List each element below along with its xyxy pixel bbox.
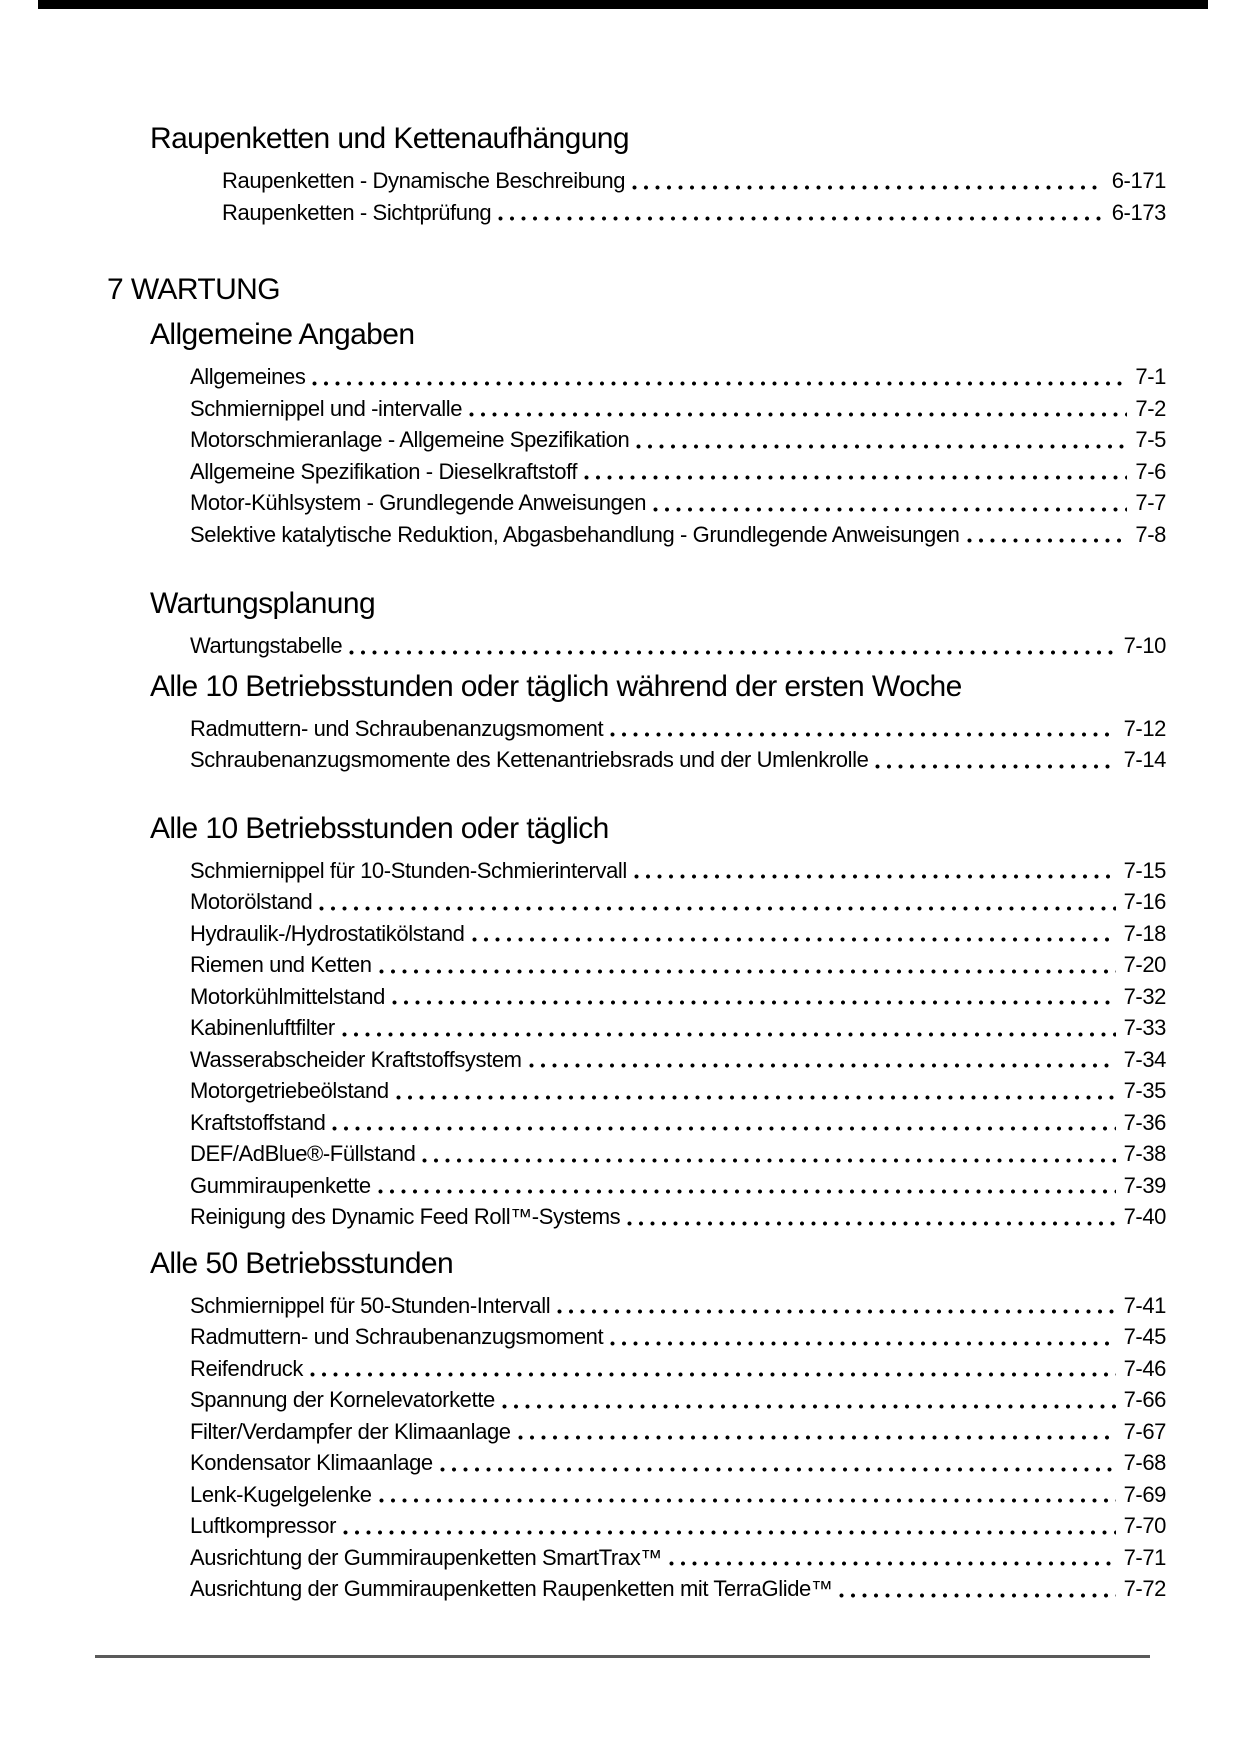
toc-section [0, 317, 1241, 550]
toc-entry-page-number: 7-8 [1135, 521, 1166, 547]
dot-leader [341, 1012, 1116, 1044]
toc-entry-page-number: 7-66 [1123, 1387, 1166, 1412]
toc-entry-title: Gummiraupenkette [190, 1172, 371, 1198]
dot-leader [421, 1138, 1115, 1170]
dot-leader [631, 165, 1104, 197]
toc-entry-list [222, 165, 1166, 228]
toc-entry-page-number: 7-6 [1135, 458, 1166, 484]
toc-section [0, 586, 1241, 662]
dot-leader [309, 1353, 1116, 1385]
toc-entry [190, 456, 1166, 488]
toc-entry-title: Allgemeines [190, 364, 306, 389]
toc-entry-page-number: 7-38 [1123, 1141, 1166, 1166]
toc-entry [190, 1075, 1166, 1107]
dot-leader [497, 197, 1103, 229]
dot-leader [652, 487, 1127, 519]
toc-entry-page-number: 7-10 [1123, 633, 1166, 658]
toc-entry-page-number: 7-15 [1123, 857, 1166, 883]
toc-entry-page-number: 7-36 [1123, 1109, 1166, 1135]
toc-entry [190, 886, 1166, 918]
toc-entry-title: Riemen und Ketten [190, 952, 372, 977]
toc-entry-title: Kabinenluftfilter [190, 1015, 335, 1040]
toc-entry-title: Wasserabscheider Kraftstoffsystem [190, 1046, 522, 1072]
dot-leader [626, 1201, 1115, 1233]
toc-entry-title: Wartungstabelle [190, 633, 343, 658]
toc-entry-page-number: 7-70 [1123, 1513, 1166, 1538]
toc-entry [190, 1012, 1166, 1044]
section-title: Alle 10 Betriebsstunden oder täglich [150, 811, 609, 845]
toc-entry-title: Allgemeine Spezifikation - Dieselkraftstoff [190, 458, 578, 484]
toc-entry [190, 1353, 1166, 1385]
dot-leader [391, 981, 1116, 1013]
dot-leader [501, 1384, 1116, 1416]
toc-entry-title: Selektive katalytische Reduktion, Abgasbehandlung - Grundlegende Anweisungen [190, 521, 960, 547]
toc-entry-page-number: 7-39 [1123, 1172, 1166, 1198]
toc-entry-page-number: 7-20 [1123, 952, 1166, 977]
toc-entry-list [190, 855, 1166, 1233]
dot-leader [635, 424, 1127, 456]
toc-entry-page-number: 7-14 [1123, 747, 1166, 772]
toc-entry [190, 487, 1166, 519]
toc-entry-page-number: 7-41 [1123, 1292, 1166, 1318]
dot-leader [583, 456, 1127, 488]
dot-leader [331, 1107, 1115, 1139]
dot-leader [471, 918, 1116, 950]
dot-leader [517, 1416, 1116, 1448]
toc-entry-title: Hydraulik-/Hydrostatikölstand [190, 920, 465, 946]
toc-entry-page-number: 7-7 [1135, 490, 1166, 515]
dot-leader [838, 1573, 1115, 1605]
toc-entry-title: Schmiernippel für 50-Stunden-Intervall [190, 1292, 551, 1318]
dot-leader [378, 1479, 1116, 1511]
toc-entry-title: DEF/AdBlue®-Füllstand [190, 1141, 416, 1166]
toc-entry-title: Reinigung des Dynamic Feed Roll™-Systems [190, 1204, 621, 1229]
toc-entry-title: Motorschmieranlage - Allgemeine Spezifikation [190, 427, 630, 452]
toc-entry-page-number: 6-173 [1111, 199, 1166, 225]
toc-entry-page-number: 7-67 [1123, 1418, 1166, 1444]
dot-leader [609, 713, 1115, 745]
toc-entry [190, 1447, 1166, 1479]
toc-entry [190, 1416, 1166, 1448]
toc-entry [190, 713, 1166, 745]
toc-entry-title: Motor-Kühlsystem - Grundlegende Anweisungen [190, 490, 647, 515]
dot-leader [556, 1290, 1115, 1322]
toc-entry-title: Kraftstoffstand [190, 1109, 326, 1135]
toc-entry [222, 165, 1166, 197]
toc-entry-page-number: 7-45 [1123, 1324, 1166, 1349]
toc-entry-title: Filter/Verdampfer der Klimaanlage [190, 1418, 511, 1444]
toc-entry [190, 1170, 1166, 1202]
dot-leader [609, 1321, 1115, 1353]
toc-entry [190, 1479, 1166, 1511]
toc-entry [190, 1542, 1166, 1574]
toc-entry [190, 1044, 1166, 1076]
toc-entry [190, 918, 1166, 950]
toc-entry-page-number: 7-12 [1123, 715, 1166, 741]
toc-section [0, 1246, 1241, 1605]
toc-entry-page-number: 6-171 [1111, 168, 1166, 193]
chapter-title: 7 WARTUNG [107, 273, 280, 306]
toc-entry [190, 981, 1166, 1013]
toc-entry-title: Schmiernippel für 10-Stunden-Schmierintervall [190, 857, 627, 883]
dot-leader [378, 949, 1116, 981]
section-title: Alle 10 Betriebsstunden oder täglich während der ersten Woche [150, 669, 962, 703]
dot-leader [668, 1542, 1116, 1574]
toc-section [0, 811, 1241, 1233]
toc-entry-list [190, 630, 1166, 662]
dot-leader [468, 393, 1127, 425]
toc-entry [190, 1321, 1166, 1353]
dot-leader [874, 744, 1115, 776]
toc-entry [190, 949, 1166, 981]
toc-entry [190, 1573, 1166, 1605]
toc-entry-page-number: 7-33 [1123, 1015, 1166, 1040]
toc-entry-title: Schraubenanzugsmomente des Kettenantriebsrads und der Umlenkrolle [190, 747, 869, 772]
toc-section [0, 121, 1241, 228]
toc-entry [190, 744, 1166, 776]
toc-entry-page-number: 7-46 [1123, 1355, 1166, 1381]
toc-entry-page-number: 7-16 [1123, 889, 1166, 914]
dot-leader [439, 1447, 1116, 1479]
toc-entry-page-number: 7-69 [1123, 1481, 1166, 1507]
toc-entry [190, 630, 1166, 662]
toc-entry-page-number: 7-5 [1135, 427, 1166, 452]
toc-entry-page-number: 7-35 [1123, 1078, 1166, 1103]
toc-entry [190, 1138, 1166, 1170]
dot-leader [342, 1510, 1116, 1542]
toc-entry-title: Raupenketten - Sichtprüfung [222, 199, 492, 225]
page-bottom-rule [95, 1655, 1150, 1658]
toc-entry [190, 1201, 1166, 1233]
toc-entry-title: Radmuttern- und Schraubenanzugsmoment [190, 715, 604, 741]
toc-entry-title: Motorgetriebeölstand [190, 1078, 389, 1103]
toc-entry-page-number: 7-32 [1123, 983, 1166, 1009]
toc-entry-title: Lenk-Kugelgelenke [190, 1481, 372, 1507]
toc-entry [190, 1107, 1166, 1139]
toc-entry-title: Motorölstand [190, 889, 313, 914]
toc-entry [190, 393, 1166, 425]
toc-entry-page-number: 7-71 [1123, 1544, 1166, 1570]
toc-entry-page-number: 7-40 [1123, 1204, 1166, 1229]
dot-leader [377, 1170, 1116, 1202]
toc-entry [190, 361, 1166, 393]
toc-entry-title: Ausrichtung der Gummiraupenketten SmartTrax™ [190, 1544, 662, 1570]
toc-entry-title: Reifendruck [190, 1355, 303, 1381]
toc-entry-title: Ausrichtung der Gummiraupenketten Raupenketten mit TerraGlide™ [190, 1576, 833, 1601]
dot-leader [395, 1075, 1116, 1107]
dot-leader [348, 630, 1115, 662]
toc-entry-title: Kondensator Klimaanlage [190, 1450, 433, 1475]
dot-leader [966, 519, 1128, 551]
toc-entry [190, 519, 1166, 551]
toc-entry-title: Motorkühlmittelstand [190, 983, 385, 1009]
toc-entry-title: Luftkompressor [190, 1513, 337, 1538]
dot-leader [318, 886, 1115, 918]
toc-entry [190, 1290, 1166, 1322]
dot-leader [633, 855, 1116, 887]
toc-section [0, 669, 1241, 776]
toc-entry-page-number: 7-68 [1123, 1450, 1166, 1475]
toc-entry [190, 1510, 1166, 1542]
toc-entry-title: Schmiernippel und -intervalle [190, 395, 463, 421]
toc-entry-list [190, 361, 1166, 550]
dot-leader [528, 1044, 1116, 1076]
toc-entry-page-number: 7-34 [1123, 1046, 1166, 1072]
toc-entry-page-number: 7-72 [1123, 1576, 1166, 1601]
section-title: Raupenketten und Kettenaufhängung [150, 122, 629, 155]
toc-entry-list [190, 713, 1166, 776]
section-title: Allgemeine Angaben [150, 318, 415, 351]
section-title: Alle 50 Betriebsstunden [150, 1246, 454, 1280]
toc-entry-title: Radmuttern- und Schraubenanzugsmoment [190, 1324, 604, 1349]
dot-leader [311, 361, 1127, 393]
toc-entry-page-number: 7-2 [1135, 395, 1166, 421]
toc-entry [222, 197, 1166, 229]
toc-entry [190, 1384, 1166, 1416]
toc-entry-page-number: 7-1 [1135, 364, 1166, 389]
toc-entry-list [190, 1290, 1166, 1605]
toc-entry-page-number: 7-18 [1123, 920, 1166, 946]
toc-entry [190, 855, 1166, 887]
toc-entry [190, 424, 1166, 456]
chapter-heading-block [0, 272, 1241, 308]
toc-entry-title: Spannung der Kornelevatorkette [190, 1387, 495, 1412]
toc-entry-title: Raupenketten - Dynamische Beschreibung [222, 168, 626, 193]
section-title: Wartungsplanung [150, 587, 376, 620]
